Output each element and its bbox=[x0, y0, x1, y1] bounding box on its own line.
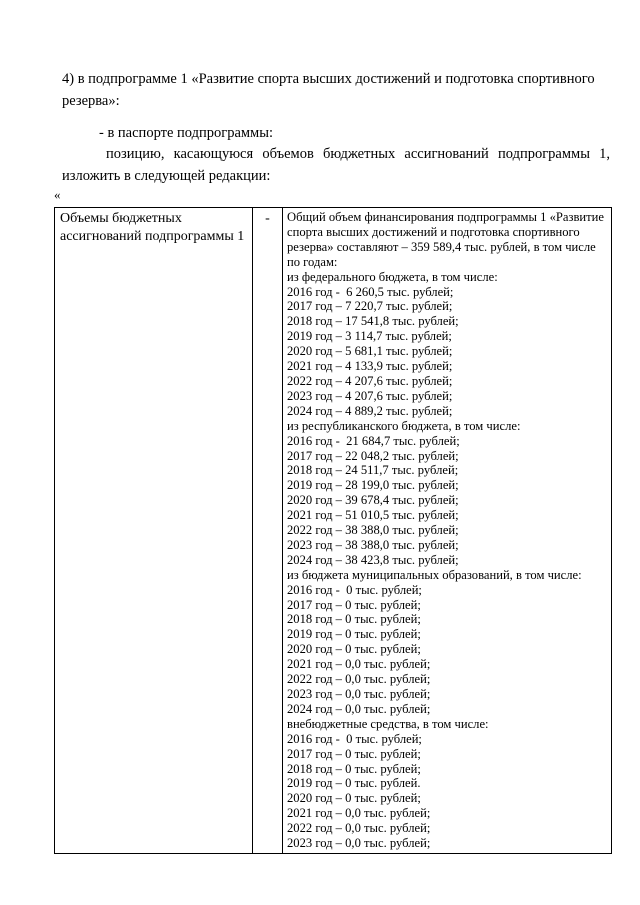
republican-year-line: 2022 год – 38 388,0 тыс. рублей; bbox=[287, 523, 459, 538]
funding-details-cell bbox=[283, 208, 612, 854]
offbudget-year-line: 2020 год – 0 тыс. рублей; bbox=[287, 791, 421, 806]
federal-year-line: 2023 год – 4 207,6 тыс. рублей; bbox=[287, 388, 453, 403]
federal-year-line: 2016 год - 6 260,5 тыс. рублей; bbox=[287, 284, 454, 299]
republican-budget-section bbox=[287, 419, 608, 568]
municipal-year-line: 2017 год – 0 тыс. рублей; bbox=[287, 597, 421, 612]
federal-budget-header: из федерального бюджета, в том числе: bbox=[287, 269, 498, 284]
offbudget-year-line: 2017 год – 0 тыс. рублей; bbox=[287, 746, 421, 761]
federal-year-line: 2021 год – 4 133,9 тыс. рублей; bbox=[287, 359, 453, 374]
municipal-budget-header: из бюджета муниципальных образований, в том числе: bbox=[287, 567, 582, 582]
offbudget-year-line: 2018 год – 0 тыс. рублей; bbox=[287, 761, 421, 776]
federal-year-line: 2020 год – 5 681,1 тыс. рублей; bbox=[287, 344, 453, 359]
republican-year-line: 2024 год – 38 423,8 тыс. рублей; bbox=[287, 552, 459, 567]
passport-paragraph: - в паспорте подпрограммы: bbox=[99, 125, 274, 141]
funding-total-intro: Общий объем финансирования подпрограммы 1 «Развитие спорта высших достижений и подготовка спортивного резерва» составляют – 359 589,4 тыс. рублей, в том числе по годам: bbox=[287, 210, 604, 269]
municipal-year-line: 2021 год – 0,0 тыс. рублей; bbox=[287, 657, 431, 672]
offbudget-year-line: 2021 год – 0,0 тыс. рублей; bbox=[287, 806, 431, 821]
municipal-year-line: 2022 год – 0,0 тыс. рублей; bbox=[287, 672, 431, 687]
republican-year-line: 2021 год – 51 010,5 тыс. рублей; bbox=[287, 508, 459, 523]
offbudget-year-line: 2019 год – 0 тыс. рублей. bbox=[287, 776, 421, 791]
table-row bbox=[55, 208, 612, 854]
municipal-year-line: 2018 год – 0 тыс. рублей; bbox=[287, 612, 421, 627]
position-paragraph: позицию, касающуюся объемов бюджетных ассигнований подпрограммы 1, изложить в следующей редакции: bbox=[62, 146, 610, 184]
offbudget-year-line: 2022 год – 0,0 тыс. рублей; bbox=[287, 821, 431, 836]
republican-budget-header: из республиканского бюджета, в том числе: bbox=[287, 418, 521, 433]
offbudget-funds-header: внебюджетные средства, в том числе: bbox=[287, 716, 489, 731]
municipal-year-line: 2023 год – 0,0 тыс. рублей; bbox=[287, 687, 431, 701]
federal-year-line: 2019 год – 3 114,7 тыс. рублей; bbox=[287, 329, 452, 344]
republican-year-line: 2023 год – 38 388,0 тыс. рублей; bbox=[287, 537, 459, 552]
offbudget-year-line: 2016 год - 0 тыс. рублей; bbox=[287, 731, 422, 746]
offbudget-funds-section bbox=[287, 717, 608, 851]
federal-budget-section bbox=[287, 270, 608, 419]
republican-year-line: 2018 год – 24 511,7 тыс. рублей; bbox=[287, 463, 459, 478]
dash-cell: - bbox=[253, 208, 283, 854]
open-quote-mark: « bbox=[54, 187, 61, 202]
republican-year-line: 2017 год – 22 048,2 тыс. рублей; bbox=[287, 448, 459, 463]
allocation-label-cell: Объемы бюджетных ассигнований подпрограммы 1 bbox=[55, 208, 253, 854]
republican-year-line: 2020 год – 39 678,4 тыс. рублей; bbox=[287, 493, 459, 508]
municipal-budget-section bbox=[287, 568, 608, 717]
federal-year-line: 2017 год – 7 220,7 тыс. рублей; bbox=[287, 299, 453, 314]
subprogram-paragraph: 4) в подпрограмме 1 «Развитие спорта высших достижений и подготовка спортивного резерва»: bbox=[62, 71, 595, 109]
budget-allocation-table bbox=[54, 207, 612, 854]
federal-year-line: 2022 год – 4 207,6 тыс. рублей; bbox=[287, 373, 453, 388]
federal-year-line: 2024 год – 4 889,2 тыс. рублей; bbox=[287, 403, 453, 418]
offbudget-year-line: 2023 год – 0,0 тыс. рублей; bbox=[287, 836, 431, 851]
republican-year-line: 2019 год – 28 199,0 тыс. рублей; bbox=[287, 478, 459, 493]
federal-year-line: 2018 год – 17 541,8 тыс. рублей; bbox=[287, 314, 459, 329]
municipal-year-line: 2019 год – 0 тыс. рублей; bbox=[287, 627, 421, 642]
municipal-year-line: 2024 год – 0,0 тыс. рублей; bbox=[287, 701, 431, 716]
municipal-year-line: 2016 год - 0 тыс. рублей; bbox=[287, 582, 422, 597]
republican-year-line: 2016 год - 21 684,7 тыс. рублей; bbox=[287, 433, 460, 448]
municipal-year-line: 2020 год – 0 тыс. рублей; bbox=[287, 642, 421, 657]
